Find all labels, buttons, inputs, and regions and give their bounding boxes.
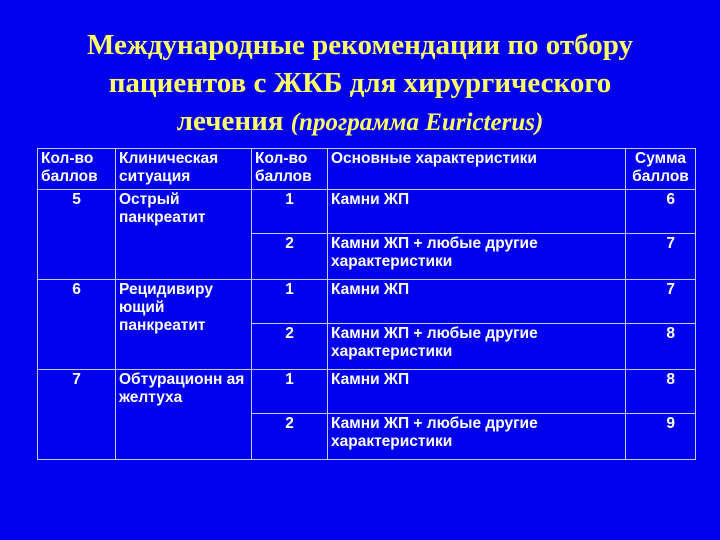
title-line-1: Международные рекомендации по отбору (86, 29, 634, 61)
group-score: 6 (38, 280, 116, 370)
header-characteristics: Основные характеристики (328, 149, 626, 190)
row-characteristic: Камни ЖП + любые другие характеристики (328, 414, 626, 460)
table-row (38, 190, 696, 234)
title-line-2: пациентов с ЖКБ для хирургического (108, 67, 612, 99)
row-total: 6 (626, 190, 696, 234)
row-total: 7 (626, 234, 696, 280)
row-characteristic: Камни ЖП (328, 370, 626, 414)
row-points: 1 (252, 190, 328, 234)
row-points: 1 (252, 280, 328, 324)
table-row (38, 370, 696, 414)
row-total: 8 (626, 324, 696, 370)
group-situation: Обтурационн ая желтуха (116, 370, 252, 460)
criteria-table (37, 148, 696, 460)
title-line-3 (20, 102, 700, 142)
row-characteristic: Камни ЖП + любые другие характеристики (328, 324, 626, 370)
group-score: 5 (38, 190, 116, 280)
row-points: 2 (252, 324, 328, 370)
row-characteristic: Камни ЖП + любые другие характеристики (328, 234, 626, 280)
title-line-3-main: лечения (176, 105, 284, 137)
group-situation: Рецидивиру ющий панкреатит (116, 280, 252, 370)
group-score: 7 (38, 370, 116, 460)
row-points: 1 (252, 370, 328, 414)
header-situation: Клиническая ситуация (116, 149, 252, 190)
header-score: Кол-во баллов (38, 149, 116, 190)
row-total: 8 (626, 370, 696, 414)
header-points: Кол-во баллов (252, 149, 328, 190)
row-points: 2 (252, 414, 328, 460)
row-characteristic: Камни ЖП (328, 190, 626, 234)
title-program-name: (программа Euricterus) (290, 109, 544, 136)
row-points: 2 (252, 234, 328, 280)
header-total: Сумма баллов (626, 149, 696, 190)
row-total: 9 (626, 414, 696, 460)
table-header-row (38, 149, 696, 190)
row-total: 7 (626, 280, 696, 324)
group-situation: Острый панкреатит (116, 190, 252, 280)
slide-title (20, 26, 700, 142)
row-characteristic: Камни ЖП (328, 280, 626, 324)
table-row (38, 280, 696, 324)
